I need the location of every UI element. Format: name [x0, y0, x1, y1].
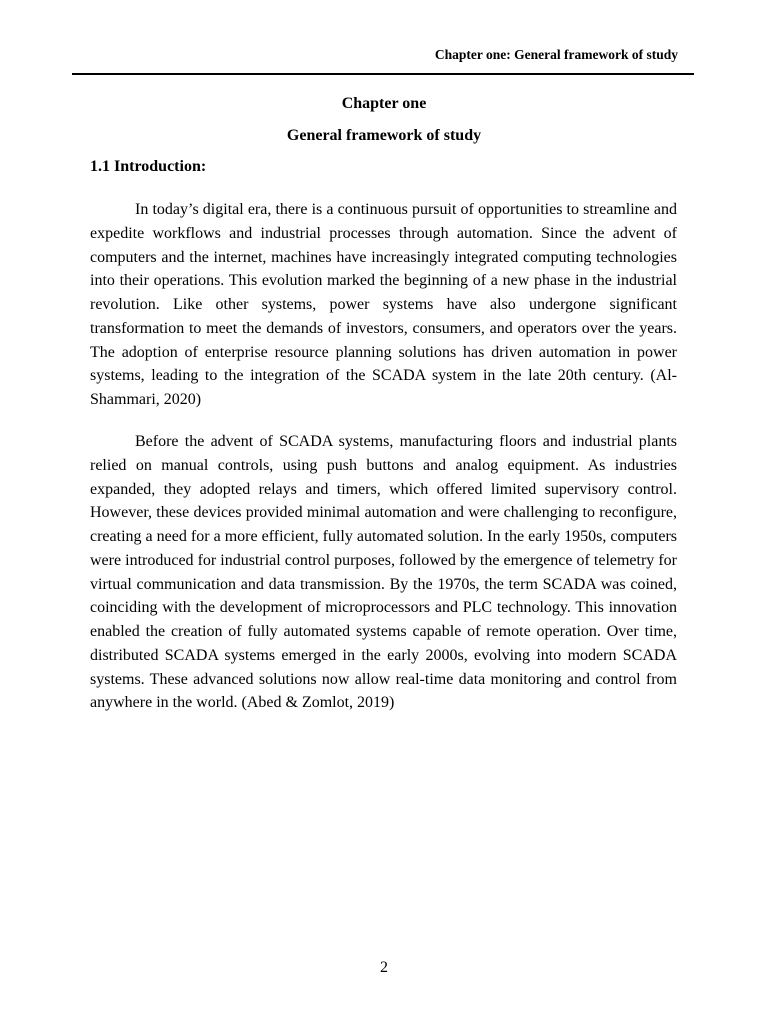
header-rule — [72, 73, 694, 75]
chapter-title: Chapter one — [341, 95, 427, 112]
body-paragraph-1: In today’s digital era, there is a continuous pursuit of opportunities to streamline and expedite workflows and industrial processes through automation. Since the advent of computers and the internet, machines have increasingly integrated computing technologies into their operations. This evolution marked the beginning of a new phase in the industrial revolution. Like other systems, power systems have also undergone significant transformation to meet the demands of investors, consumers, and operators over the years. The adoption of enterprise resource planning solutions has driven automation in power systems, leading to the integration of the SCADA system in the late 20th century. (Al-Shammari, 2020) — [90, 201, 677, 408]
running-header: Chapter one: General framework of study — [434, 47, 678, 62]
chapter-subtitle: General framework of study — [286, 127, 482, 144]
body-paragraph-2: Before the advent of SCADA systems, manufacturing floors and industrial plants relied on manual controls, using push buttons and analog equipment. As industries expanded, they adopted relays and timers, which offered limited supervisory control. However, these devices provided minimal automation and were challenging to reconfigure, creating a need for a more efficient, fully automated solution. In the early 1950s, computers were introduced for industrial control purposes, followed by the emergence of telemetry for virtual communication and data transmission. By the 1970s, the term SCADA was coined, coinciding with the development of microprocessors and PLC technology. This innovation enabled the creation of fully automated systems capable of remote operation. Over time, distributed SCADA systems emerged in the early 2000s, evolving into modern SCADA systems. These advanced solutions now allow real-time data monitoring and control from anywhere in the world. (Abed & Zomlot, 2019) — [90, 433, 677, 712]
page-number: 2 — [380, 959, 388, 976]
section-heading: 1.1 Introduction: — [90, 158, 207, 175]
